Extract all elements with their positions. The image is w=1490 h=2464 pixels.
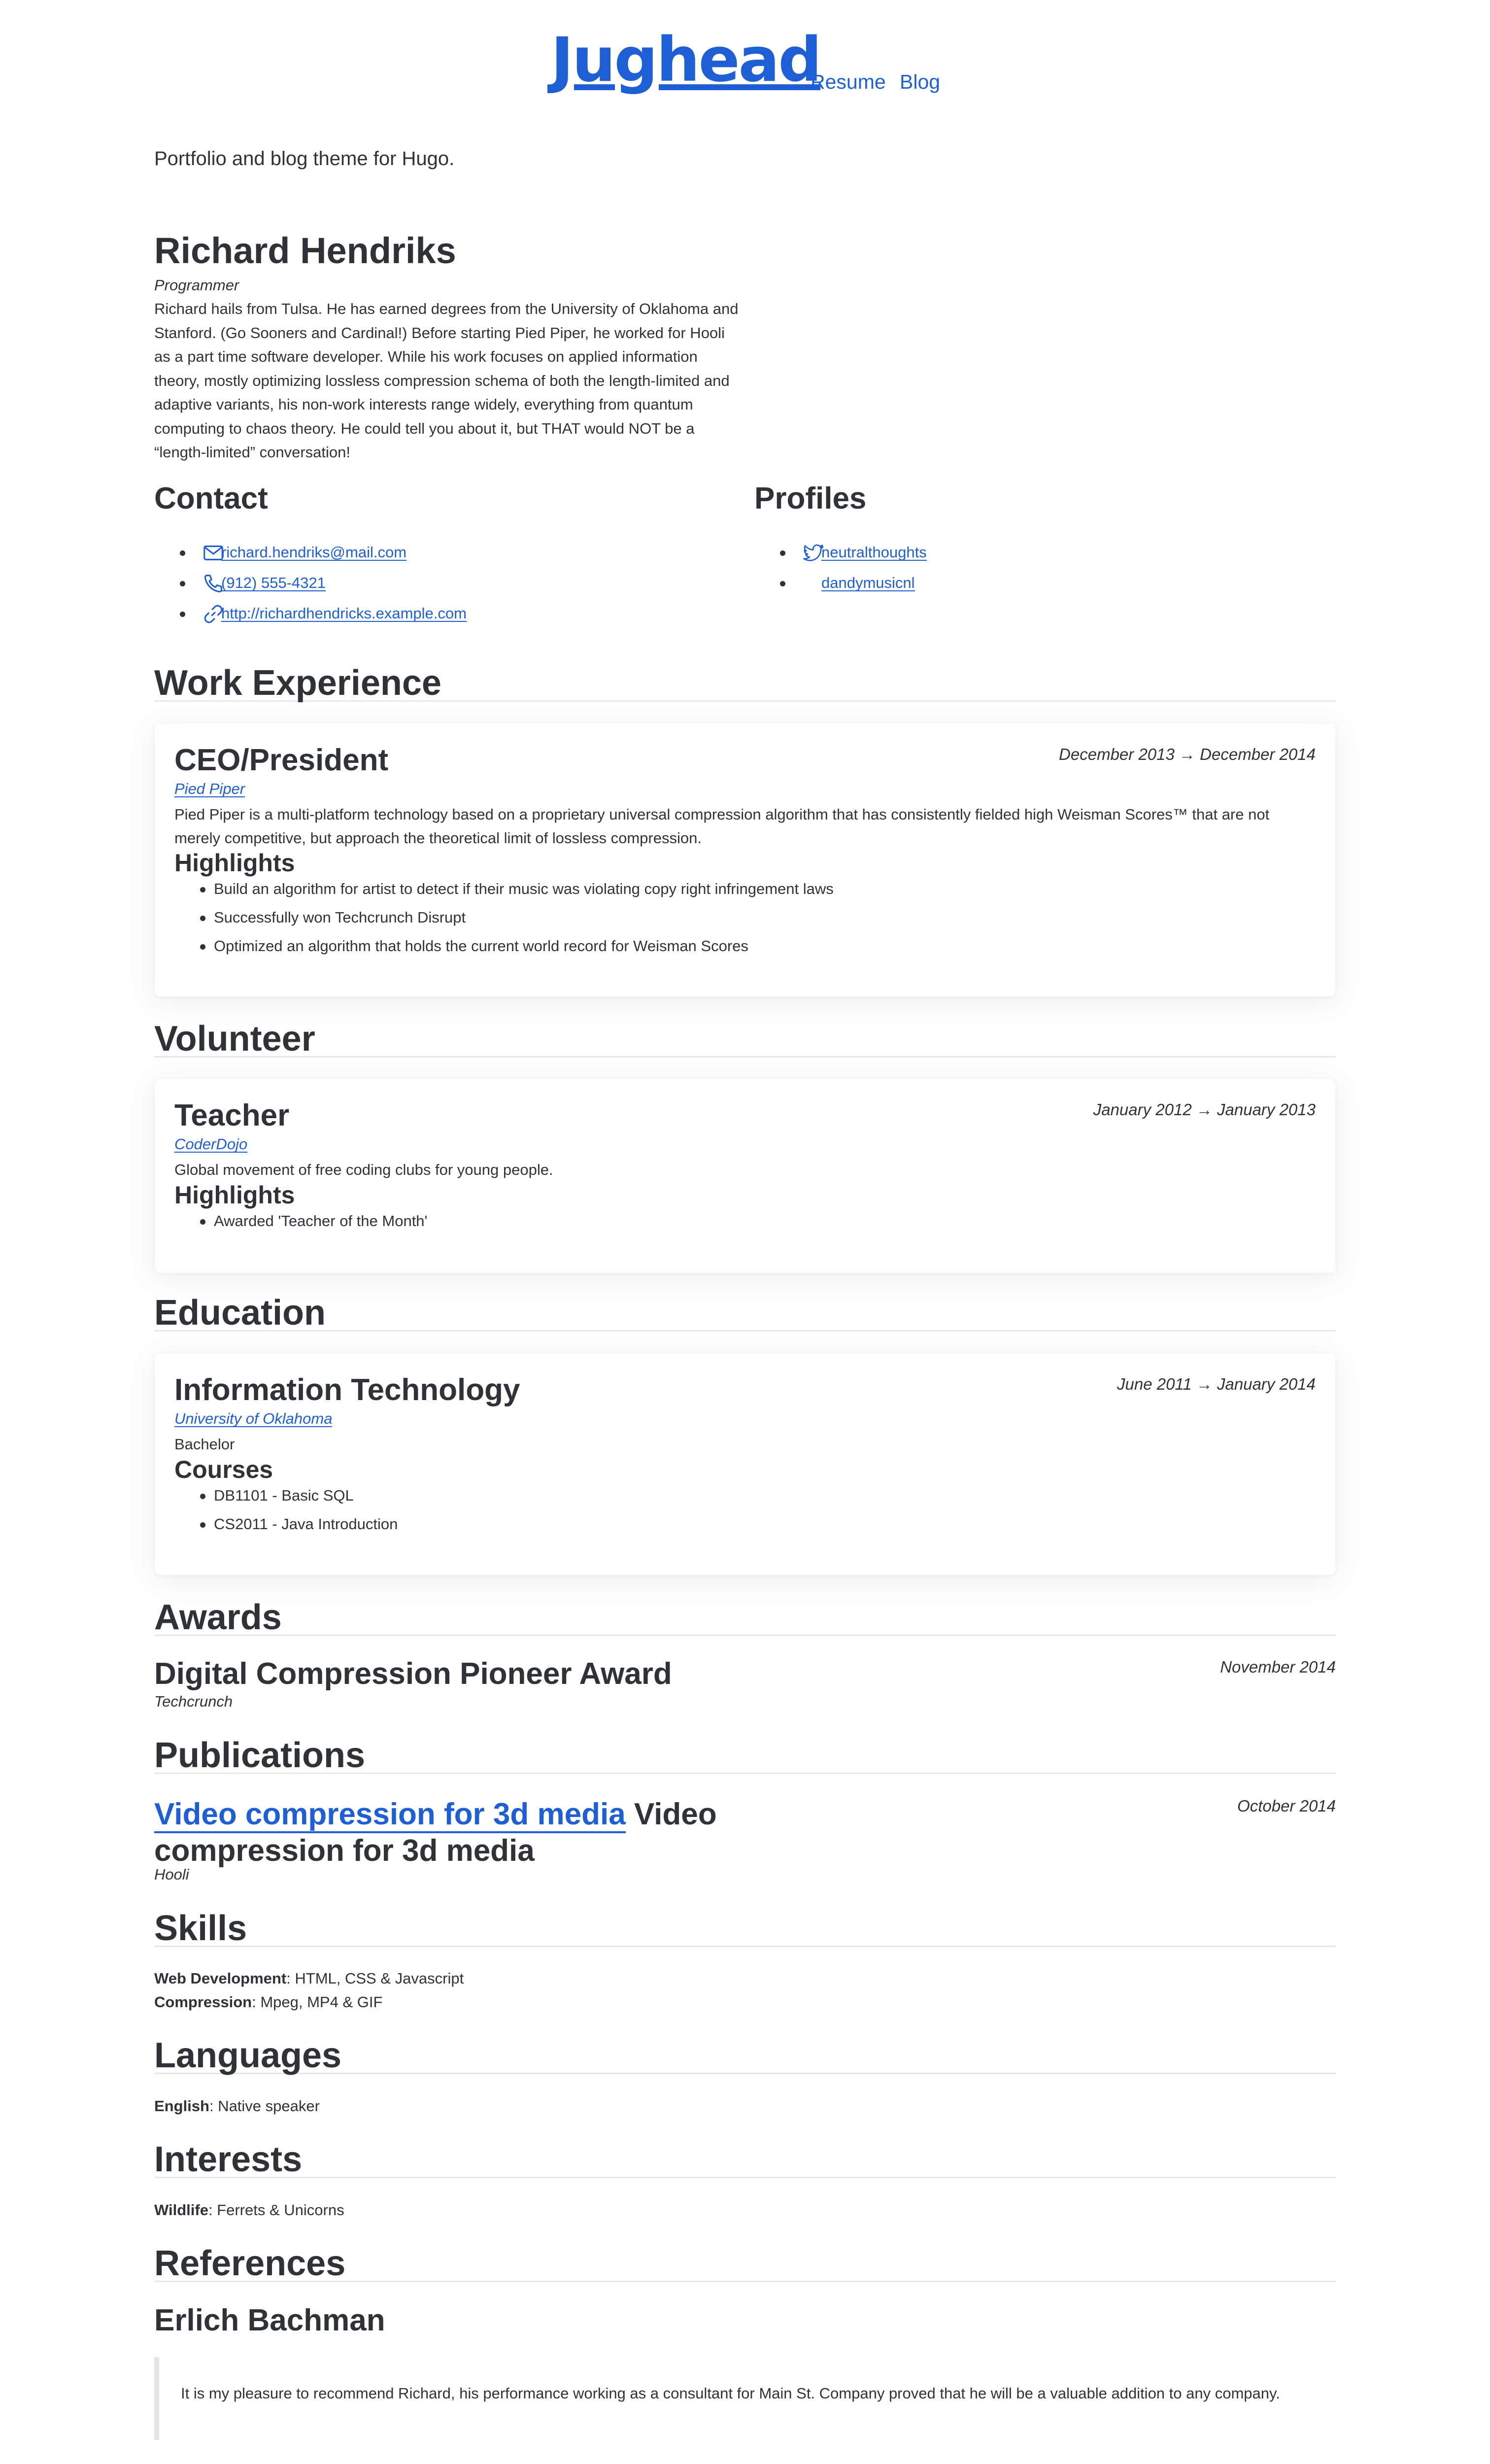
site-tagline: Portfolio and blog theme for Hugo. [154,148,455,170]
skill-keywords: : HTML, CSS & Javascript [286,1970,464,1987]
interest-name: Wildlife [154,2201,208,2219]
awards-section-heading-wrap [154,1600,1336,1636]
publication-title-line2: compression for 3d media [154,1834,535,1868]
contact-website-link[interactable]: http://richardhendricks.example.com [221,605,467,622]
resume-summary: Richard hails from Tulsa. He has earned degrees from the University of Oklahoma and Stanford. (Go Sooners and Cardinal!) Before starting Pied Piper, he worked for Hooli as a part time software developer. While his work focuses on applied information theory, mostly optimizing lossless compression schema of both the length-limited and adaptive variants, his non-work interests range widely, everything from quantum computing to chaos theory. He could tell you about it, but THAT would NOT be a “length-limited” conversation! [154,300,739,461]
bullet [200,1494,205,1499]
publications-heading: Publications [154,1736,366,1775]
volunteer-highlights-heading: Highlights [174,1181,295,1209]
profiles-section [754,481,927,591]
skill-item [154,1971,464,1986]
award-date: November 2014 [1220,1658,1336,1676]
volunteer-summary: Global movement of free coding clubs for young people. [174,1161,553,1178]
contact-heading: Contact [154,481,268,515]
highlight-text: Successfully won Techcrunch Disrupt [214,909,466,926]
bullet [180,550,185,556]
contact-email-link[interactable]: richard.hendriks@mail.com [221,544,407,561]
language-fluency: : Native speaker [209,2097,320,2115]
education-dates: June 2011 → January 2014 [1117,1375,1316,1393]
skills-heading: Skills [154,1909,247,1948]
interest-keywords: : Ferrets & Unicorns [208,2201,344,2219]
profiles-heading: Profiles [754,481,867,515]
work-highlights-heading: Highlights [174,849,295,877]
publication-publisher: Hooli [154,1866,189,1883]
bullet [780,581,785,586]
site-title-link[interactable]: Jughead [551,25,820,96]
bullet [180,581,185,586]
bullet [200,916,205,921]
volunteer-position: Teacher [174,1098,290,1132]
education-study-type: Bachelor [174,1436,235,1453]
volunteer-dates: January 2012 → January 2013 [1093,1100,1316,1119]
work-section-heading-wrap [154,665,1336,702]
publication-title-line1: Video [634,1797,717,1831]
education-heading: Education [154,1293,326,1333]
references-heading: References [154,2244,346,2283]
education-card [154,1353,1336,1575]
volunteer-card [154,1078,1336,1273]
profile-twitter-link[interactable]: neutralthoughts [821,544,927,561]
site-header [0,0,1490,123]
awards-heading: Awards [154,1598,282,1637]
language-item [154,2098,320,2114]
languages-section-heading-wrap [154,2038,1336,2074]
publication-link[interactable]: Video compression for 3d media [154,1797,626,1833]
work-heading: Work Experience [154,663,441,703]
bullet [180,612,185,617]
volunteer-organization-link[interactable]: CoderDojo [174,1135,248,1153]
profile-soundcloud-link[interactable]: dandymusicnl [821,574,915,591]
interests-section-heading-wrap [154,2142,1336,2178]
skill-item [154,1994,382,2010]
award-title: Digital Compression Pioneer Award [154,1657,672,1691]
volunteer-section-heading-wrap [154,1021,1336,1058]
work-summary: Pied Piper is a multi-platform technology based on a proprietary universal compression algorithm that has consistently fielded high Weisman Scores™ that are not merely competitive, but approach the theoretical limit of lossless compression. [174,806,1270,847]
bullet [200,887,205,892]
work-position: CEO/President [174,743,389,777]
publication-date: October 2014 [1237,1797,1336,1815]
skills-section-heading-wrap [154,1911,1336,1947]
highlight-text: Build an algorithm for artist to detect if their music was violating copy right infringement laws [214,880,834,897]
skill-keywords: : Mpeg, MP4 & GIF [252,1993,383,2011]
work-card [154,723,1336,997]
reference-quote [154,2357,1336,2440]
course-text: DB1101 - Basic SQL [214,1487,354,1504]
skill-name: Web Development [154,1970,287,1987]
education-institution-link[interactable]: University of Oklahoma [174,1410,333,1427]
bullet [200,944,205,950]
skill-name: Compression [154,1993,252,2011]
contact-section [154,481,467,622]
education-section-heading-wrap [154,1295,1336,1332]
volunteer-heading: Volunteer [154,1019,315,1059]
highlight-text: Awarded 'Teacher of the Month' [214,1212,428,1230]
bullet [200,1522,205,1528]
nav-resume-link[interactable]: Resume [811,70,886,93]
work-dates: December 2013 → December 2014 [1059,745,1316,763]
publication-title [154,1796,745,1869]
course-text: CS2011 - Java Introduction [214,1515,398,1533]
interests-heading: Interests [154,2140,303,2179]
education-courses-heading: Courses [174,1456,273,1483]
work-company-link[interactable]: Pied Piper [174,780,245,797]
references-section-heading-wrap [154,2246,1336,2282]
nav-blog-link[interactable]: Blog [900,70,941,93]
publications-section-heading-wrap [154,1738,1336,1774]
contact-phone-link[interactable]: (912) 555-4321 [221,574,326,591]
bullet [200,1219,205,1225]
education-area: Information Technology [174,1373,520,1407]
reference-name: Erlich Bachman [154,2303,385,2337]
resume-label: Programmer [154,276,239,294]
interest-item [154,2202,344,2218]
bullet [780,550,785,556]
highlight-text: Optimized an algorithm that holds the current world record for Weisman Scores [214,937,748,955]
reference-text: It is my pleasure to recommend Richard, his performance working as a consultant for Main St. Company proved that he will be a valuable addition to any company. [181,2385,1280,2402]
language-name: English [154,2097,209,2115]
languages-heading: Languages [154,2036,342,2075]
resume-name: Richard Hendriks [154,230,456,271]
award-awarder: Techcrunch [154,1693,233,1710]
